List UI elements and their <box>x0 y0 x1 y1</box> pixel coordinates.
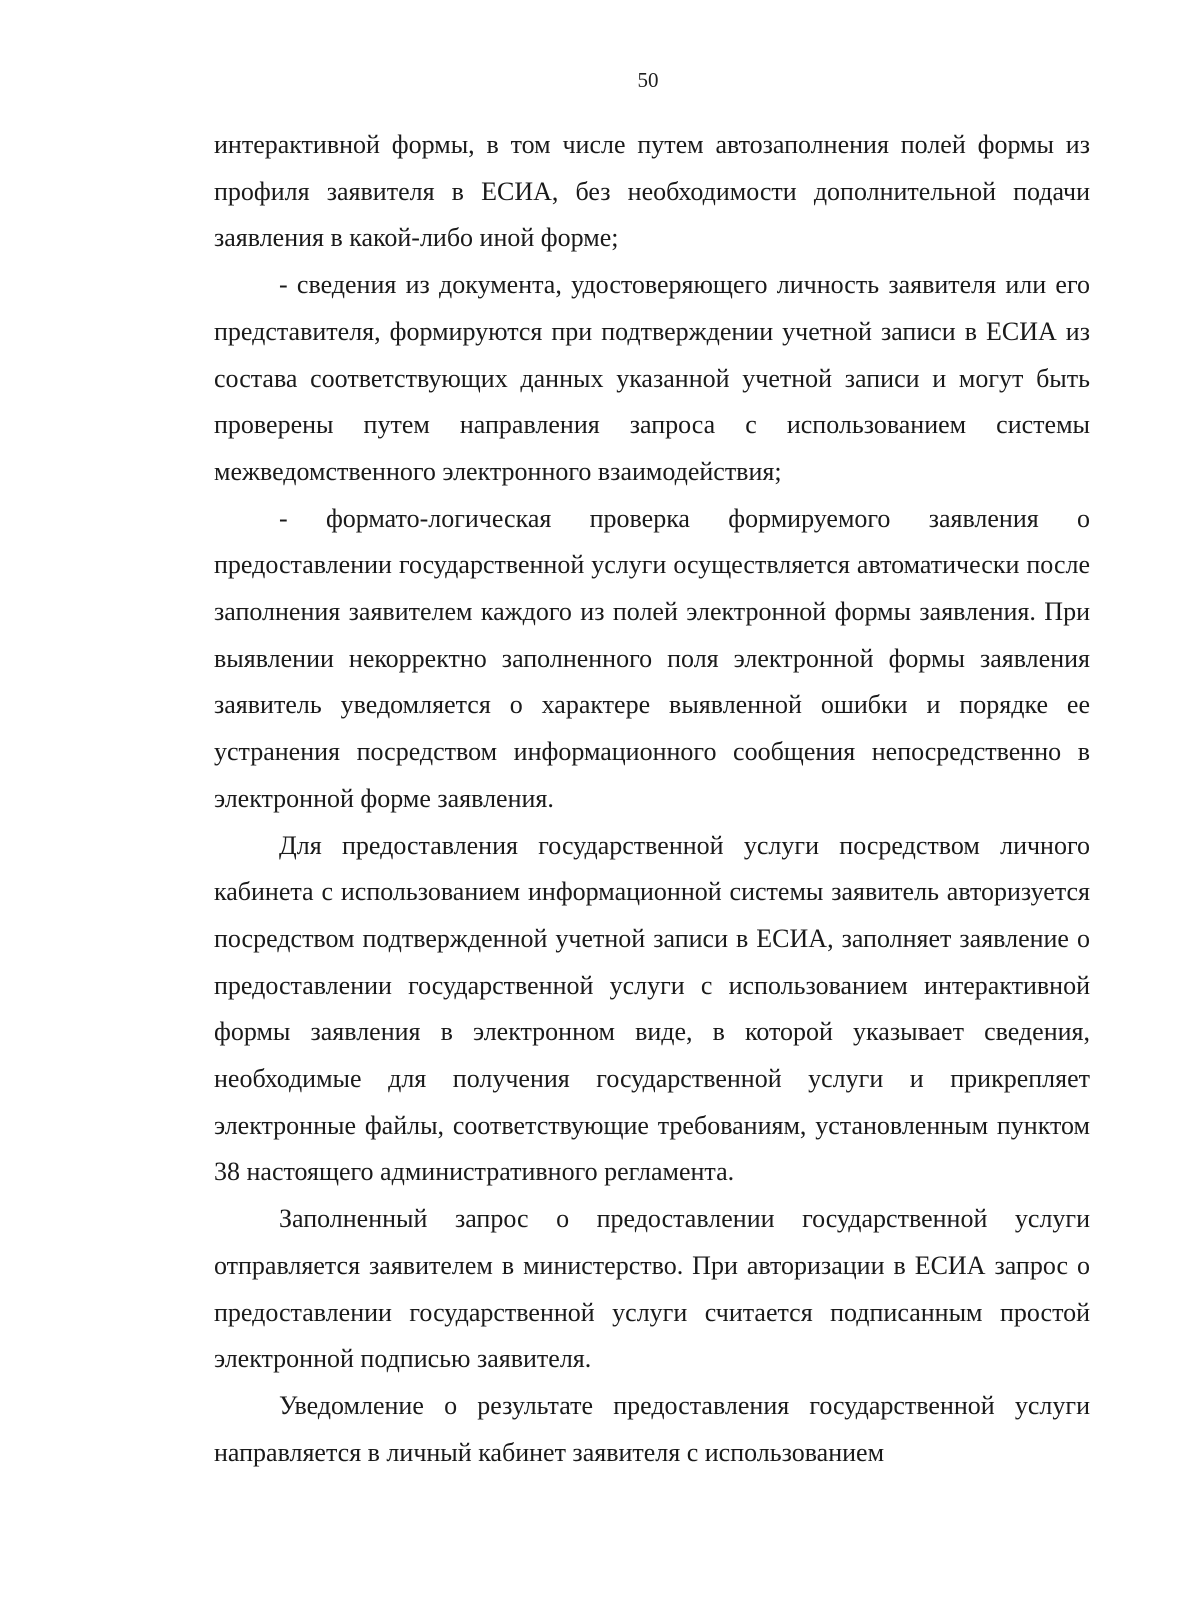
paragraph-filled-request: Заполненный запрос о предоставлении государственной услуги отправляется заявителем в министерство. При авторизации в ЕСИА запрос о предоставлении государственной услуги считается подписанным простой электронной подписью заявителя. <box>214 1204 1090 1374</box>
paragraph-personal-cabinet: Для предоставления государственной услуги посредством личного кабинета с использованием информационной системы заявитель авторизуется посредством подтвержденной учетной записи в ЕСИА, заполняет заявление о предоставлении государственной услуги с использованием интерактивной формы заявления в электронном виде, в которой указывает сведения, необходимые для получения государственной услуги и прикрепляет электронные файлы, соответствующие требованиям, установленным пунктом 38 настоящего административного регламента. <box>214 830 1090 1187</box>
page-number: 50 <box>637 68 659 92</box>
paragraph-result-notification: Уведомление о результате предоставления государственной услуги направляется в личный кабинет заявителя с использованием <box>214 1390 1090 1467</box>
paragraph-form-continuation: интерактивной формы, в том числе путем автозаполнения полей формы из профиля заявителя в ЕСИА, без необходимости дополнительной подачи заявления в какой-либо иной форме; <box>214 130 1090 253</box>
paragraph-format-logical-check: - формато-логическая проверка формируемого заявления о предоставлении государственной услуги осуществляется автоматически после заполнения заявителем каждого из полей электронной формы заявления. При выявлении некорректно заполненного поля электронной формы заявления заявитель уведомляется о характере выявленной ошибки и порядке ее устранения посредством информационного сообщения непосредственно в электронной форме заявления. <box>214 503 1090 813</box>
body-text <box>214 122 1090 1476</box>
paragraph-identity-document: - сведения из документа, удостоверяющего личность заявителя или его представителя, формируются при подтверждении учетной записи в ЕСИА из состава соответствующих данных указанной учетной записи и могут быть проверены путем направления запроса с использованием системы межведомственного электронного взаимодействия; <box>214 270 1090 486</box>
